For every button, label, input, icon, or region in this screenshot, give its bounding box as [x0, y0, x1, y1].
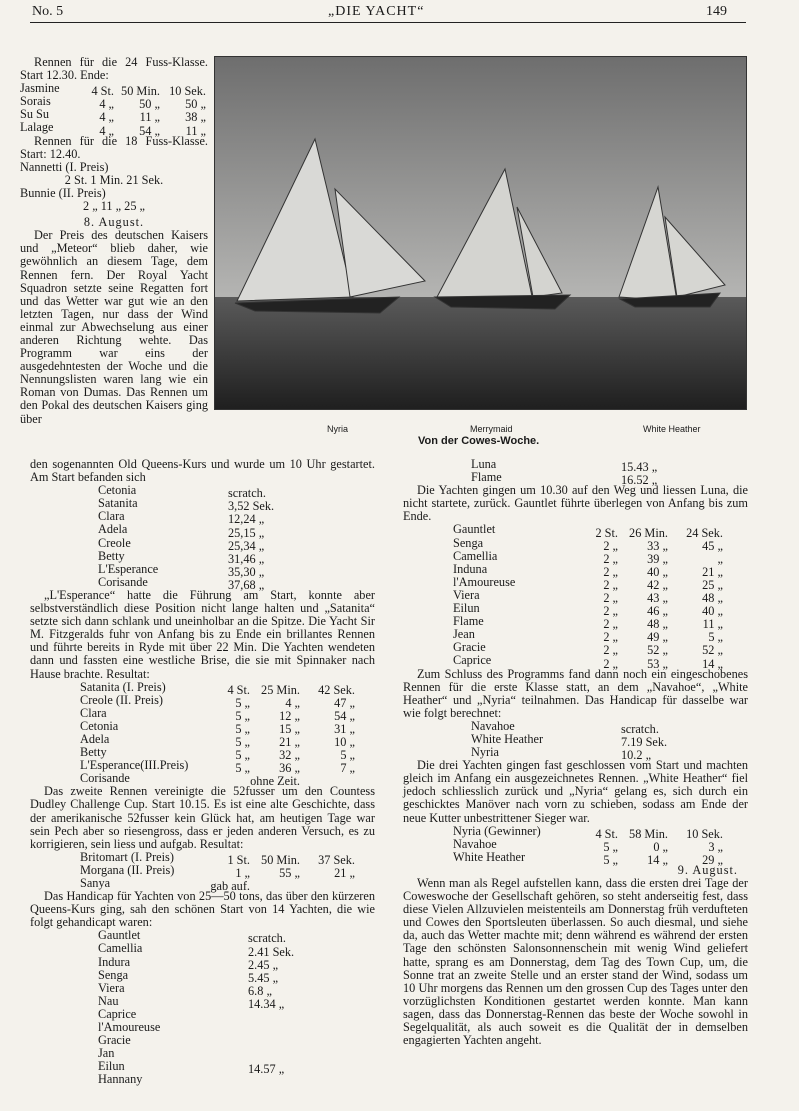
handicap-row: [98, 994, 375, 1011]
result-row: [20, 82, 208, 99]
result-row: [453, 837, 748, 854]
page-number: 149: [706, 4, 727, 19]
hours: 2 „: [603, 656, 618, 671]
yacht-name: Jan: [98, 1047, 115, 1061]
seconds: 42 Sek.: [318, 682, 355, 697]
minutes: 0 „: [653, 839, 668, 854]
hours: 4 St.: [227, 682, 250, 697]
result-row: [20, 121, 208, 138]
race-24ft-intro: Rennen für die 24 Fuss-Klasse. Start 12.30. Ende:: [20, 55, 208, 83]
paragraph: Die drei Yachten gingen fast geschlossen vom Start und machten gleich im Anfang ein ausgezeichnetes Rennen. „White Heather“ fiel jedoch schliesslich zurück und „Nyria“ gelang es, sich durch ein geschicktes Manöver nach vorn zu schieben, sodass am Ende der neue Kutter unbestrittener Sieger war.: [403, 758, 748, 825]
yacht-name: Viera: [98, 981, 125, 995]
result-row: [453, 628, 748, 645]
minutes: 14 „: [647, 852, 668, 867]
handicap-row: [98, 981, 375, 998]
handicap-value: 5.45 „: [248, 970, 279, 985]
result-table: [30, 680, 375, 789]
seconds: 47 „: [334, 695, 355, 710]
yacht-name: Corisande: [80, 772, 130, 786]
yacht-name: Gracie: [453, 641, 486, 655]
hours: 1 St.: [227, 852, 250, 867]
result-table: [403, 824, 748, 867]
yacht-name: Hannany: [98, 1073, 143, 1087]
handicap-row: [98, 497, 375, 514]
handicap-value: 25,34 „: [228, 538, 265, 553]
handicap-value: scratch.: [621, 721, 659, 736]
result-row: [453, 562, 748, 579]
minutes: 25 Min.: [261, 682, 300, 697]
result-row: [20, 108, 208, 125]
result-row: [80, 850, 375, 867]
handicap-value: 12,24 „: [228, 512, 265, 527]
race-18ft-intro: Rennen für die 18 Fuss-Klasse. Start: 12.40.: [20, 133, 208, 161]
hours: 2 „: [603, 591, 618, 606]
race-18ft-line: Nannetti (I. Preis): [20, 159, 109, 174]
handicap-value: 37,68 „: [228, 577, 265, 592]
handicap-value: 16.52 „: [621, 473, 658, 488]
hours: 5 „: [235, 748, 250, 763]
yacht-name: Satanita: [98, 497, 138, 511]
seconds: 10 Sek.: [169, 84, 206, 99]
result-table: [30, 850, 375, 894]
paragraph: Zum Schluss des Programms fand dann noch ein eingeschobenes Rennen für die erste Klasse statt, an dem „Navahoe“, „White Heather“ und „Nyria“ teilnahmen. Das Handicap für dasselbe war wie folgt berechnet:: [403, 666, 748, 720]
handicap-row: [471, 732, 748, 750]
handicap-row: [98, 1073, 375, 1086]
yacht-name: Sanya: [80, 877, 111, 890]
paragraph: Das zweite Rennen vereinigte die 52fusser um den Countess Dudley Challenge Cup. Start 10.15. Es ist eine alte Geschichte, dass der amerikanische 52fusser kein Glück hat, am heutigen Tage war sein Pech aber so riesengross, dass er jeden anderen Versuch, es zu korrigieren, sein liess und aufgab. Resultat:: [30, 784, 375, 851]
minutes: 15 „: [279, 721, 300, 736]
yacht-name: Creole (II. Preis): [80, 693, 163, 707]
hours: 4 St.: [595, 826, 618, 841]
handicap-row: [98, 510, 375, 527]
yacht-name: Betty: [98, 549, 125, 563]
handicap-row: [98, 562, 375, 579]
seconds: 21 „: [334, 866, 355, 880]
start-list: [30, 484, 375, 592]
seconds: 40 „: [702, 604, 723, 619]
hours: 2 „: [603, 551, 618, 566]
yacht-name: Clara: [80, 706, 107, 720]
minutes: 40 „: [647, 564, 668, 579]
yacht-name: Navahoe: [471, 719, 515, 733]
handicap-row: [98, 1008, 375, 1021]
yacht-name: Caprice: [453, 654, 492, 668]
seconds: 21 „: [702, 564, 723, 579]
yacht-name: Camellia: [453, 549, 498, 563]
yacht-name: White Heather: [471, 732, 544, 746]
race-18ft-line: 2 „ 11 „ 25 „: [82, 199, 146, 214]
minutes: 58 Min.: [629, 826, 668, 841]
seconds: 7 „: [340, 761, 355, 776]
yacht-name: Viera: [453, 588, 480, 602]
handicap-value: 3,52 Sek.: [228, 499, 275, 514]
yacht-name: Gauntlet: [98, 929, 141, 943]
minutes: ohne Zeit.: [250, 774, 300, 789]
hours: 2 St.: [595, 525, 618, 540]
result-row: [453, 588, 748, 606]
yacht-name: Gauntlet: [453, 523, 496, 537]
handicap-row: [98, 942, 375, 959]
handicap-list: [403, 719, 748, 763]
handicap-value: 10.2 „: [621, 748, 652, 763]
yacht-name: Jasmine: [20, 82, 60, 96]
handicap-value: 2.41 Sek.: [248, 944, 295, 959]
minutes: 4 „: [285, 695, 300, 710]
result-row: [80, 719, 375, 736]
minutes: 50 „: [139, 97, 160, 112]
hours: gab auf.: [210, 879, 250, 894]
minutes: 26 Min.: [629, 525, 668, 540]
result-row: [453, 615, 748, 632]
handicap-row: [98, 1034, 375, 1047]
hours: 2 „: [603, 564, 618, 579]
minutes: 46 „: [647, 604, 668, 619]
seconds: 10 „: [334, 735, 355, 750]
hours: 5 „: [603, 852, 618, 867]
race-18ft-line: 2 St. 1 Min. 21 Sek.: [64, 172, 164, 187]
minutes: 36 „: [279, 761, 300, 776]
issue-number: No. 5: [32, 4, 64, 19]
yacht-name: Navahoe: [453, 837, 497, 851]
handicap-value: 31,46 „: [228, 551, 265, 566]
hours: 5 „: [235, 695, 250, 710]
regatta-photo-drawing: [215, 57, 746, 409]
yacht-name: Induna: [453, 562, 488, 576]
handicap-value: 14.34 „: [248, 996, 285, 1011]
yacht-name: Camellia: [98, 942, 143, 956]
result-row: [453, 575, 748, 592]
yacht-name: Eilun: [98, 1060, 125, 1074]
yacht-name: Britomart (I. Preis): [80, 850, 174, 864]
result-row: [453, 549, 748, 566]
handicap-value: 15.43 „: [621, 460, 658, 475]
paragraph: Das Handicap für Yachten von 25—50 tons, das über den kürzeren Queens-Kurs ging, sah den schönen Start von 14 Yachten, die wie folgt gehandicapt waren:: [30, 889, 375, 930]
handicap-value: 2.45 „: [248, 957, 279, 972]
handicap-row: [98, 1060, 375, 1077]
handicap-row: [471, 458, 748, 475]
hours: 4 „: [99, 123, 114, 138]
date-heading: 9. August.: [677, 862, 738, 877]
result-row: [453, 654, 748, 671]
yacht-name: L'Esperance(III.Preis): [80, 759, 189, 773]
handicap-row: [98, 968, 375, 985]
seconds: 29 „: [702, 852, 723, 867]
result-row: [453, 523, 748, 540]
handicap-value: 6.8 „: [248, 983, 272, 998]
magazine-title: „DIE YACHT“: [328, 4, 425, 19]
yacht-name: Creole: [98, 536, 131, 550]
seconds: 3 „: [708, 839, 723, 854]
handicap-row: [98, 1047, 375, 1060]
seconds: 11 „: [185, 123, 206, 138]
yacht-name: Morgana (II. Preis): [80, 863, 175, 877]
minutes: 49 „: [647, 630, 668, 645]
minutes: 55 „: [279, 866, 300, 880]
result-row: [20, 95, 208, 112]
hours: 2 „: [603, 538, 618, 553]
seconds: 54 „: [334, 708, 355, 723]
result-row: [453, 536, 748, 553]
yacht-name: Sorais: [20, 95, 51, 109]
yacht-name: Eilun: [453, 602, 480, 616]
result-row: [80, 732, 375, 750]
left-column: [20, 56, 208, 426]
hours: 5 „: [235, 761, 250, 776]
minutes: 11 „: [139, 110, 160, 125]
yacht-name: l'Amoureuse: [453, 575, 516, 589]
yacht-name: Corisande: [98, 575, 148, 589]
yacht-name: Luna: [471, 458, 497, 471]
handicap-row: [471, 719, 748, 736]
result-row: [80, 863, 375, 880]
minutes: 50 Min.: [121, 84, 160, 99]
seconds: 14 „: [702, 656, 723, 671]
handicap-row: [98, 549, 375, 566]
yacht-name: Lalage: [20, 121, 54, 135]
yacht-name: Clara: [98, 510, 125, 524]
race-18ft-line: Bunnie (II. Preis): [20, 185, 106, 200]
hours: 4 „: [99, 97, 114, 112]
hours: 2 „: [603, 630, 618, 645]
minutes: 53 „: [647, 656, 668, 671]
paragraph: Die Yachten gingen um 10.30 auf den Weg und liessen Luna, die nicht startete, zurück. Gauntlet führte überlegen von Anfang bis zum Ende.: [403, 483, 748, 524]
result-row: [80, 706, 375, 723]
yacht-name: Su Su: [20, 108, 50, 122]
yacht-name: Flame: [453, 615, 484, 629]
yacht-name: Senga: [98, 968, 129, 982]
handicap-value: scratch.: [228, 486, 266, 501]
hours: 2 „: [603, 604, 618, 619]
yacht-name: Adela: [80, 732, 110, 746]
header-rule: [30, 22, 746, 23]
result-row: [453, 641, 748, 658]
handicap-value: 7.19 Sek.: [621, 735, 668, 750]
hours: 2 „: [603, 643, 618, 658]
paragraph: den sogenannten Old Queens-Kurs und wurde um 10 Uhr gestartet. Am Start befanden sich: [30, 457, 375, 485]
seconds: 24 Sek.: [686, 525, 723, 540]
right-column: [403, 458, 748, 1047]
race-24ft-results: [20, 82, 208, 138]
handicap-value: scratch.: [248, 931, 286, 946]
photo-title: Von der Cowes-Woche.: [418, 435, 540, 447]
seconds: 10 Sek.: [686, 826, 723, 841]
caption-merrymaid: Merrymaid: [470, 424, 513, 434]
minutes: 48 „: [647, 617, 668, 632]
paragraph: „L'Esperance“ hatte die Führung am Start, konnte aber selbstverständlich diese Position nicht lange halten und „Satanita“ setzte sich dann schlank und uneinholbar an die Spitze. Die Yacht Sir M. Fitzgeralds fuhr von Anfang bis zu Ende ein brillantes Rennen und führte bereits in Ryde mit über 22 Min. Die Yachten wendeten dann und fassten eine westliche Brise, die sie mit Spinnaker nach Hause brachte. Resultat:: [30, 587, 375, 681]
hours: 4 St.: [91, 84, 114, 99]
result-row: [453, 602, 748, 619]
seconds: 38 „: [185, 110, 206, 125]
seconds: 11 „: [702, 617, 723, 632]
handicap-row: [98, 575, 375, 592]
left-lower-column: [30, 458, 375, 1087]
hours: 2 „: [603, 577, 618, 592]
minutes: 33 „: [647, 538, 668, 553]
yacht-name: Betty: [80, 746, 107, 760]
seconds: 5 „: [340, 748, 355, 763]
yacht-name: Caprice: [98, 1007, 137, 1021]
result-row: [80, 759, 375, 776]
caption-nyria: Nyria: [327, 424, 349, 434]
date-heading: 8. August.: [83, 215, 145, 230]
seconds: 50 „: [185, 97, 206, 112]
handicap-row: [98, 1021, 375, 1034]
yacht-name: Nyria (Gewinner): [453, 824, 541, 838]
yacht-name: Nyria: [471, 746, 499, 760]
handicap-row: [98, 484, 375, 501]
result-row: [80, 680, 375, 697]
result-table: [403, 523, 748, 671]
caption-white-heather: White Heather: [643, 424, 701, 434]
yacht-name: Gracie: [98, 1034, 131, 1048]
minutes: 42 „: [647, 577, 668, 592]
yacht-name: L'Esperance: [98, 562, 159, 576]
handicap-row: [98, 536, 375, 553]
minutes: 54 „: [139, 123, 160, 138]
yacht-name: White Heather: [453, 850, 526, 864]
result-row: [453, 824, 748, 841]
regatta-photo: [214, 56, 747, 410]
minutes: 12 „: [279, 708, 300, 723]
handicap-row: [98, 929, 375, 946]
seconds: „: [717, 551, 723, 566]
handicap-row: [98, 523, 375, 540]
yacht-name: l'Amoureuse: [98, 1021, 161, 1035]
handicap-list-cont: [403, 458, 748, 488]
yacht-name: Cetonia: [80, 719, 119, 733]
hours: 5 „: [235, 708, 250, 723]
hours: 5 „: [603, 839, 618, 854]
seconds: 37 Sek.: [318, 852, 355, 867]
yacht-name: Indura: [98, 955, 131, 969]
result-row: [453, 850, 748, 867]
minutes: 21 „: [279, 735, 300, 750]
hours: 2 „: [603, 617, 618, 632]
minutes: 32 „: [279, 748, 300, 763]
minutes: 50 Min.: [261, 852, 300, 867]
yacht-name: Cetonia: [98, 484, 137, 498]
yacht-name: Flame: [471, 471, 502, 485]
handicap-row: [98, 955, 375, 972]
minutes: 43 „: [647, 591, 668, 606]
yacht-name: Adela: [98, 523, 128, 537]
handicap-list: [30, 929, 375, 1086]
handicap-value: 35,30 „: [228, 564, 265, 579]
yacht-name: Nau: [98, 994, 119, 1008]
hours: 5 „: [235, 735, 250, 750]
yacht-name: Jean: [453, 628, 475, 642]
seconds: 5 „: [708, 630, 723, 645]
minutes: 52 „: [647, 643, 668, 658]
yacht-name: Satanita (I. Preis): [80, 680, 166, 694]
hours: 5 „: [235, 721, 250, 736]
handicap-value: 25,15 „: [228, 525, 265, 540]
minutes: 39 „: [647, 551, 668, 566]
seconds: 25 „: [702, 577, 723, 592]
seconds: 52 „: [702, 643, 723, 658]
hours: 4 „: [99, 110, 114, 125]
hours: 1 „: [235, 866, 250, 880]
seconds: 31 „: [334, 721, 355, 736]
yacht-name: Senga: [453, 536, 484, 550]
paragraph: Der Preis des deutschen Kaisers und „Meteor“ blieb daher, wie gewöhnlich an diesem Tage, dem Rennen fern. Der Royal Yacht Squadron setzte seine Regatten fort und das Wetter war gut wie an den letzten Tagen, nur dass der Wind einmal zur Abwechselung aus einer anderen Richtung wehte. Das Programm war eins der ausgedehntesten der Woche und die Nennungslisten waren lang wie ein Roman von Dumas. Das Rennen um den Pokal des deutschen Kaisers ging über: [20, 228, 208, 426]
result-row: [80, 693, 375, 710]
seconds: 45 „: [702, 538, 723, 553]
result-row: [80, 746, 375, 763]
paragraph: Wenn man als Regel aufstellen kann, dass die ersten drei Tage der Coweswoche der Gesellschaft gehören, so steht anderseitig fest, dass diese Vielen Allzuvielen meistenteils am Donnerstag früh verdufteten und Cowes den Sportsleuten überlassen. So auch diesmal, und siehe da, auch das Wetter machte mit; denn während es während der ersten Tage den schönsten Salonsonnenschein mit wenig Wind geliefert hatte, sprang es am Donnerstag, dem Tag des Town Cup, um, die Sonne trat an zweite Stelle und an erster stand der Wind, sodass um 10 Uhr morgens das Rennen um den grossen Cup des Tages unter den vorzüglichsten Konditionen gestartet werden konnte. Man kann sagen, dass das Donnerstag-Rennen das beste der Woche sowohl in Segelqualität, als auch soweit es die Qualität der in demselben engagierten Yachten angeht.: [403, 876, 748, 1048]
handicap-value: 14.57 „: [248, 1062, 285, 1077]
seconds: 48 „: [702, 591, 723, 606]
